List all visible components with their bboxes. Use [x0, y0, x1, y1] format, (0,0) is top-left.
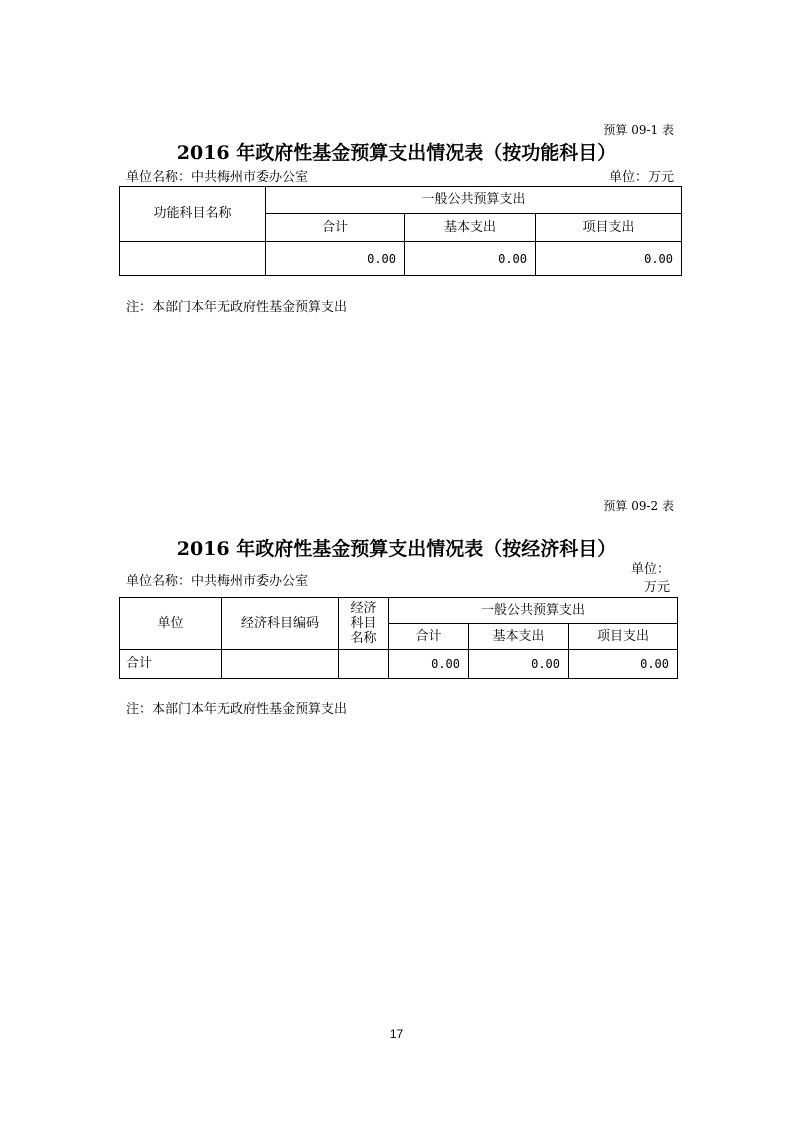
table1-header-name: 功能科目名称 — [120, 187, 266, 242]
table1-code: 预算 09-1 表 — [603, 123, 674, 137]
table2-header-name-line1: 经济 — [350, 601, 377, 616]
table2-header-unit: 单位 — [120, 598, 222, 650]
table1-cell-basic: 0.00 — [405, 242, 536, 276]
table-row — [120, 242, 682, 276]
page-number: 17 — [389, 1027, 404, 1041]
table2 — [119, 597, 678, 679]
table2-header-name — [339, 598, 389, 650]
table2-header-group: 一般公共预算支出 — [389, 598, 678, 624]
table2-cell-name — [339, 650, 389, 679]
table1-header-total: 合计 — [266, 214, 405, 242]
table1-title: 2016 年政府性基金预算支出情况表（按功能科目） — [176, 142, 617, 164]
table2-header-code: 经济科目编码 — [222, 598, 339, 650]
table2-cell-basic: 0.00 — [469, 650, 569, 679]
table2-code: 预算 09-2 表 — [603, 499, 674, 513]
table2-cell-project: 0.00 — [569, 650, 678, 679]
table1-cell-total: 0.00 — [266, 242, 405, 276]
table1-cell-project: 0.00 — [536, 242, 682, 276]
table1-note: 注：本部门本年无政府性基金预算支出 — [126, 300, 348, 315]
table2-unit-name: 单位名称：中共梅州市委办公室 — [126, 574, 309, 589]
table2-unit-line1: 单位： — [630, 562, 670, 577]
table1-cell-name — [120, 242, 266, 276]
table2-unit-line2: 万元 — [643, 580, 670, 595]
table1-unit: 单位：万元 — [608, 170, 674, 185]
table1-header-group: 一般公共预算支出 — [266, 187, 682, 214]
table1 — [119, 186, 682, 276]
table2-header-project: 项目支出 — [569, 624, 678, 650]
table1-header-basic: 基本支出 — [405, 214, 536, 242]
table2-cell-total: 0.00 — [389, 650, 469, 679]
table2-note: 注：本部门本年无政府性基金预算支出 — [126, 702, 348, 717]
table1-header-project: 项目支出 — [536, 214, 682, 242]
table2-title: 2016 年政府性基金预算支出情况表（按经济科目） — [176, 538, 617, 560]
table2-cell-unit: 合计 — [120, 650, 222, 679]
table2-cell-code — [222, 650, 339, 679]
table1-unit-name: 单位名称：中共梅州市委办公室 — [126, 170, 309, 185]
table-row — [120, 650, 678, 679]
table2-header-total: 合计 — [389, 624, 469, 650]
table2-header-name-line2: 科目 — [350, 616, 377, 631]
table2-unit — [600, 561, 670, 597]
table2-header-basic: 基本支出 — [469, 624, 569, 650]
table2-header-name-line3: 名称 — [350, 631, 377, 646]
